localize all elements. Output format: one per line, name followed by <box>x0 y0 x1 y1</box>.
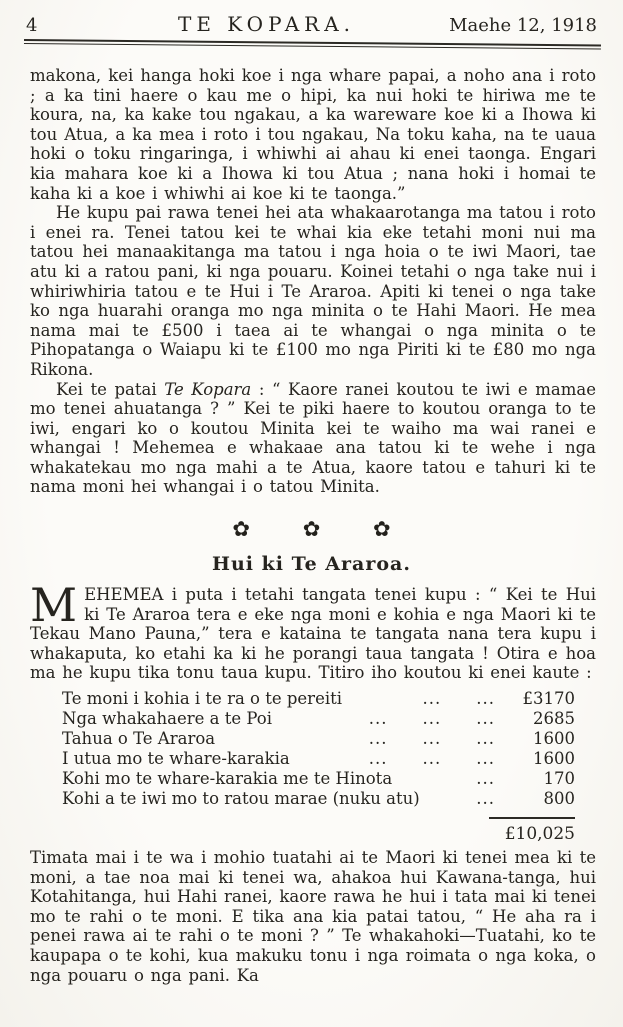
account-label: Kohi a te iwi mo to ratou marae (nuku atu) <box>62 789 420 809</box>
dot-leader: ... <box>476 769 495 789</box>
paragraph: He kupu pai rawa tenei hei ata whakaarotanga ma tatou i roto i enei ra. Tenei tatou kei te whai kia eke tetahi moni nui ma tatou hei manaakitanga ma tatou i nga hoia o te iwi Maori, tae atu ki a ratou pani, ki nga pouaru. Koinei tetahi o nga take nui i whiriwhiria tatou e te Hui i Te Araroa. Apiti ki tenei o nga take ko nga huarahi oranga mo nga minita o te Hahi Maori. He mea nama mai te £500 i taea ai te whangai o nga minita o te Pihopatanga o Waiapu ki te £100 mo nga Piriti ki te £80 mo nga Rikona. <box>30 203 596 379</box>
florette-icon: ✿ <box>302 517 321 542</box>
florette-icon: ✿ <box>232 517 250 542</box>
table-row <box>62 749 575 769</box>
table-row <box>62 769 575 789</box>
table-row <box>62 709 575 729</box>
account-label: Nga whakahaere a te Poi <box>62 709 272 729</box>
dot-leader: ... <box>476 789 495 809</box>
total-amount: £10,025 <box>504 824 575 845</box>
account-amount: 2685 <box>533 709 575 729</box>
account-amount: 1600 <box>533 729 575 749</box>
account-amount: 170 <box>543 769 575 789</box>
section-divider <box>0 517 623 541</box>
table-row <box>62 789 575 809</box>
closing-text <box>30 848 596 985</box>
dot-leader: ... ... ... <box>368 749 495 769</box>
total-rule <box>489 817 575 819</box>
paragraph-text: Kei te patai <box>56 379 165 399</box>
paragraph: Timata mai i te wa i mohio tuatahi ai te Maori ki tenei mea ki te moni, a tae noa mai ki tenei wa, ahakoa hui Kawana-tanga, hui Kotahitanga, hui Hahi ranei, kaore rawa he hui i tata mai ki tenei mo te rahi o te moni. E tika ana kia patai tatou, “ He aha ra i penei rawa ai te rahi o te moni ? ” Te whakahoki—Tuatahi, ko te kaupapa o te kohi, kua makuku tonu i nga roimata o nga koka, o nga pouaru o nga pani. Ka <box>30 848 596 985</box>
header-double-rule <box>24 39 601 50</box>
account-label: Te moni i kohia i te ra o te pereiti <box>62 689 343 709</box>
paper-name-italic: Te Kopara <box>164 379 252 399</box>
running-head <box>0 0 623 36</box>
article-top-text <box>30 66 596 497</box>
table-row <box>62 729 575 749</box>
table-row <box>62 689 575 709</box>
dot-leader: ... ... ... <box>368 729 495 749</box>
account-label: I utua mo te whare-karakia <box>62 749 290 769</box>
article-heading: Hui ki Te Araroa. <box>212 553 411 576</box>
account-label: Kohi mo te whare-karakia me te Hinota <box>62 769 393 789</box>
account-label: Tahua o Te Araroa <box>62 729 216 749</box>
paragraph-continuation: makona, kei hanga hoki koe i nga whare papai, a noho ana i roto ; a ka tini haere o kau me o hipi, ka nui hoki te hiriwa me te koura, na, ka kake tou ngakau, a ka wareware koe ki a Ihowa ki tou Atua, a ka mea i roto i tou ngakau, Na toku kaha, na te uaua hoki o toku ringaringa, i whiwhi ai ahau ki enei taonga. Engari kia mahara koe ki a Ihowa ki tou Atua ; nana hoki i homai te kaha ki a koe i whiwhi ai koe ki te taonga.” <box>30 66 596 203</box>
dot-leader: ... ... ... <box>368 709 495 729</box>
account-amount: 1600 <box>533 749 575 769</box>
paragraph-text: EHEMEA i puta i tetahi tangata tenei kupu : “ Kei te Hui ki Te Araroa tera e eke nga moni e kohia e nga Maori ki te Tekau Mano Pauna,” tera e kataina te tangata nana tera kupu i whakaputa, ko etahi ka ki he porangi taua tangata ! Otira e hoa ma he kupu tika tonu taua kupu. Titiro iho koutou ki enei kaute : <box>30 585 596 683</box>
paragraph-text: : “ Kaore ranei koutou te iwi e mamae mo tenei ahuatanga ? ” Kei te piki haere to koutou oranga to te iwi, engari ko o koutou Minita kei te waiho ma wai ranei e whangai ! Mehemea e whakaae ana tatou ki te wehe i nga whakatekau mo nga mahi a te Atua, kaore tatou e tahuri ki te nama moni hei whangai i o tatou Minita. <box>30 379 596 497</box>
drop-cap: M <box>30 578 78 633</box>
paper-title: TE KOPARA. <box>177 12 356 36</box>
article2-text <box>30 578 596 683</box>
account-amount: £3170 <box>522 689 575 709</box>
issue-date: Maehe 12, 1918 <box>449 15 597 36</box>
dropcap-paragraph <box>30 578 596 683</box>
florette-icon: ✿ <box>372 517 391 542</box>
accounts-table <box>62 689 575 844</box>
page-number: 4 <box>26 15 38 36</box>
dot-leader: ... ... <box>422 689 495 709</box>
account-amount: 800 <box>543 789 575 809</box>
paragraph <box>30 380 596 498</box>
